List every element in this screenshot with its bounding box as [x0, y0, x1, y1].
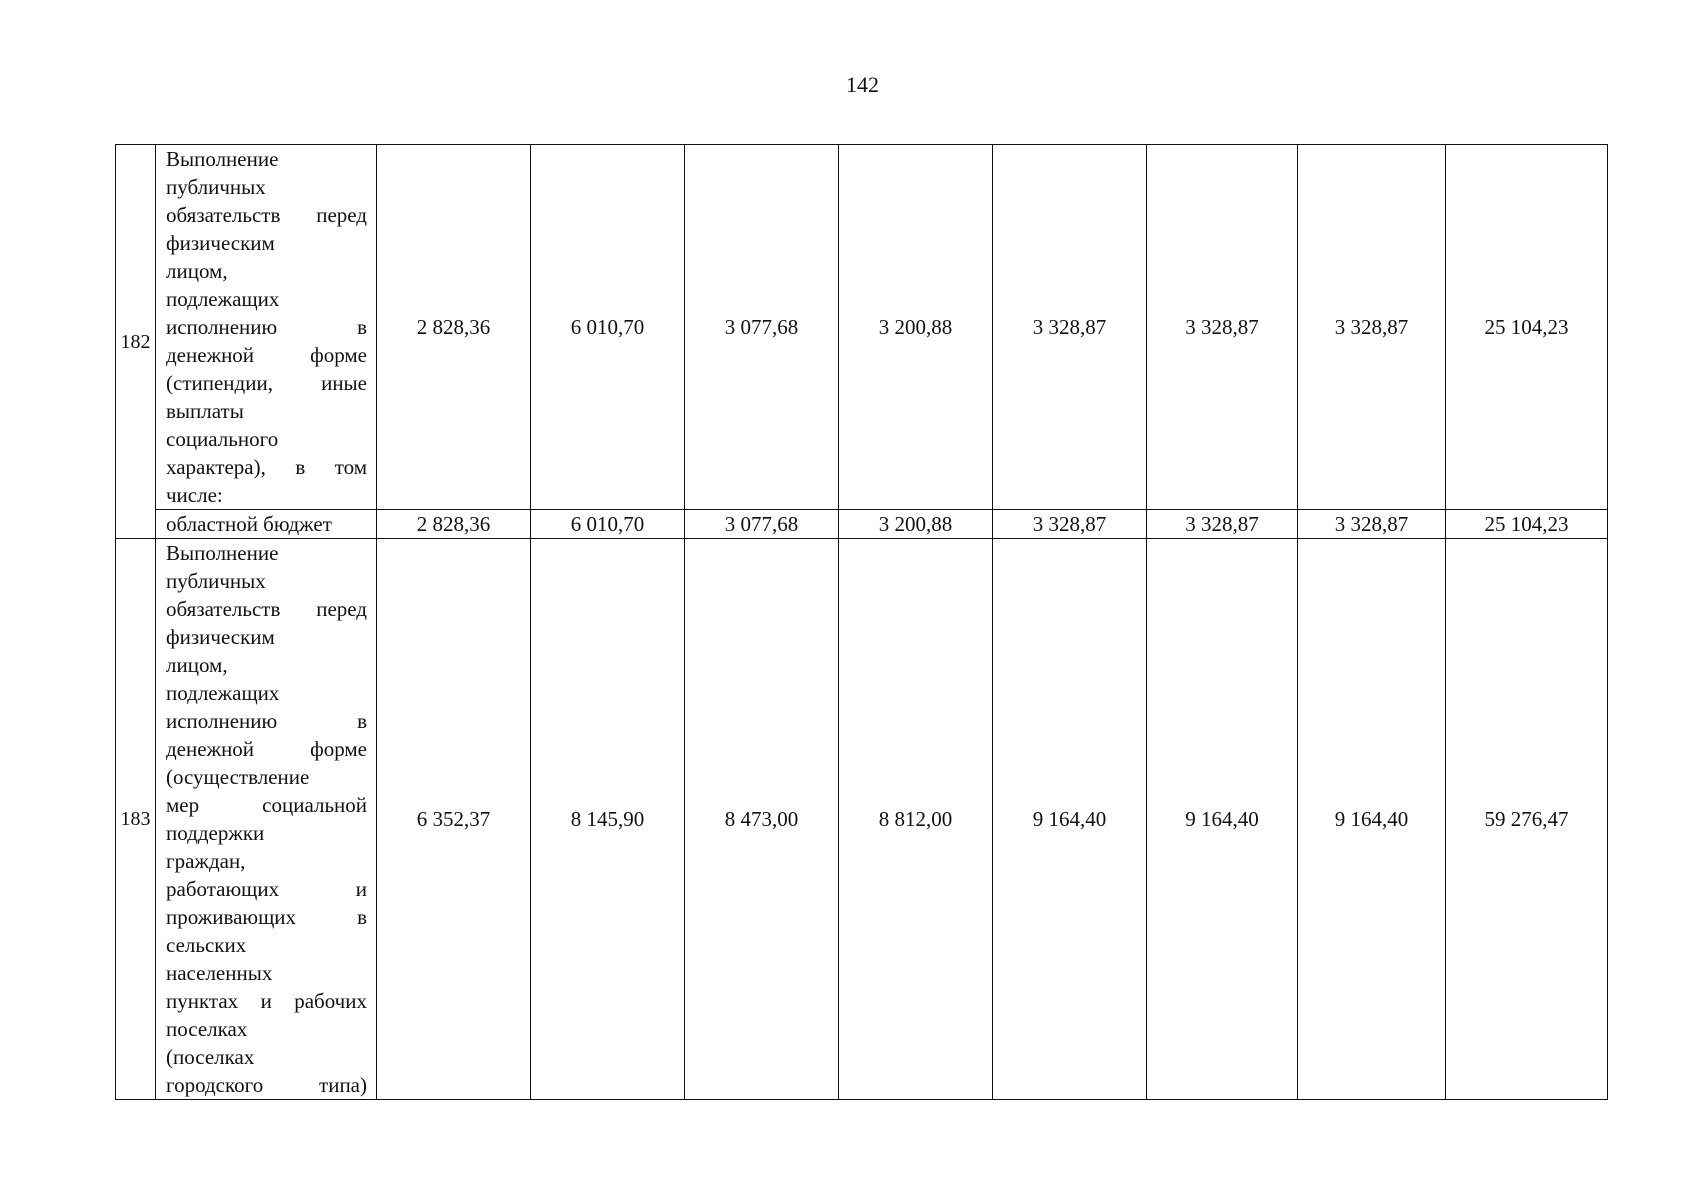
description-line: обязательств перед: [166, 597, 367, 621]
description-line: городского типа): [166, 1073, 367, 1097]
row-number: 182: [116, 145, 156, 539]
page-number: 142: [846, 72, 879, 97]
value-cell: 3 328,87: [1298, 510, 1446, 539]
description-line: сельских: [166, 933, 247, 957]
description-line: подлежащих: [166, 681, 280, 705]
description-line: (поселках: [166, 1045, 255, 1069]
description-line: (стипендии, иные: [166, 371, 367, 395]
value-cell: 9 164,40: [1298, 539, 1446, 1100]
value-cell: 3 077,68: [685, 145, 839, 510]
description-line: Выполнение: [166, 541, 279, 565]
description-line: граждан,: [166, 849, 246, 873]
description-line: лицом,: [166, 259, 228, 283]
description-line: населенных: [166, 961, 273, 985]
total-cell: 59 276,47: [1446, 539, 1608, 1100]
total-cell: 25 104,23: [1446, 510, 1608, 539]
description-line: денежной форме: [166, 343, 367, 367]
description-line: исполнению в: [166, 709, 367, 733]
value-cell: 6 010,70: [531, 510, 685, 539]
value-cell: 9 164,40: [1147, 539, 1298, 1100]
total-cell: 25 104,23: [1446, 145, 1608, 510]
value-cell: 8 473,00: [685, 539, 839, 1100]
value-cell: 3 328,87: [993, 510, 1147, 539]
row-description: [156, 145, 377, 510]
row-number: 183: [116, 539, 156, 1100]
value-cell: 3 200,88: [839, 145, 993, 510]
value-cell: 8 145,90: [531, 539, 685, 1100]
row-description: [156, 539, 377, 1100]
value-cell: 6 010,70: [531, 145, 685, 510]
description-line: мер социальной: [166, 793, 367, 817]
description-line: подлежащих: [166, 287, 280, 311]
value-cell: 3 328,87: [993, 145, 1147, 510]
description-line: исполнению в: [166, 315, 367, 339]
description-line: обязательств перед: [166, 203, 367, 227]
value-cell: 2 828,36: [377, 145, 531, 510]
description-line: физическим: [166, 231, 275, 255]
description-line: проживающих в: [166, 905, 367, 929]
value-cell: 6 352,37: [377, 539, 531, 1100]
description-line: характера), в том: [166, 455, 367, 479]
value-cell: 8 812,00: [839, 539, 993, 1100]
description-line: лицом,: [166, 653, 228, 677]
description-line: социального: [166, 427, 279, 451]
value-cell: 2 828,36: [377, 510, 531, 539]
value-cell: 3 077,68: [685, 510, 839, 539]
description-line: пунктах и рабочих: [166, 989, 367, 1013]
description-line: публичных: [166, 175, 266, 199]
description-line: физическим: [166, 625, 275, 649]
description-line: денежной форме: [166, 737, 367, 761]
description-line: (осуществление: [166, 765, 310, 789]
value-cell: 3 200,88: [839, 510, 993, 539]
subrow-label: областной бюджет: [156, 510, 377, 539]
table-row: [116, 145, 1608, 510]
value-cell: 3 328,87: [1298, 145, 1446, 510]
description-line: работающих и: [166, 877, 367, 901]
description-line: числе:: [166, 483, 223, 507]
value-cell: 9 164,40: [993, 539, 1147, 1100]
description-line: Выполнение: [166, 147, 279, 171]
description-line: публичных: [166, 569, 266, 593]
value-cell: 3 328,87: [1147, 510, 1298, 539]
description-line: выплаты: [166, 399, 244, 423]
table-row: [116, 539, 1608, 1100]
value-cell: 3 328,87: [1147, 145, 1298, 510]
table-subrow: [116, 510, 1608, 539]
description-line: поддержки: [166, 821, 265, 845]
description-line: поселках: [166, 1017, 248, 1041]
budget-table: [115, 144, 1608, 1100]
